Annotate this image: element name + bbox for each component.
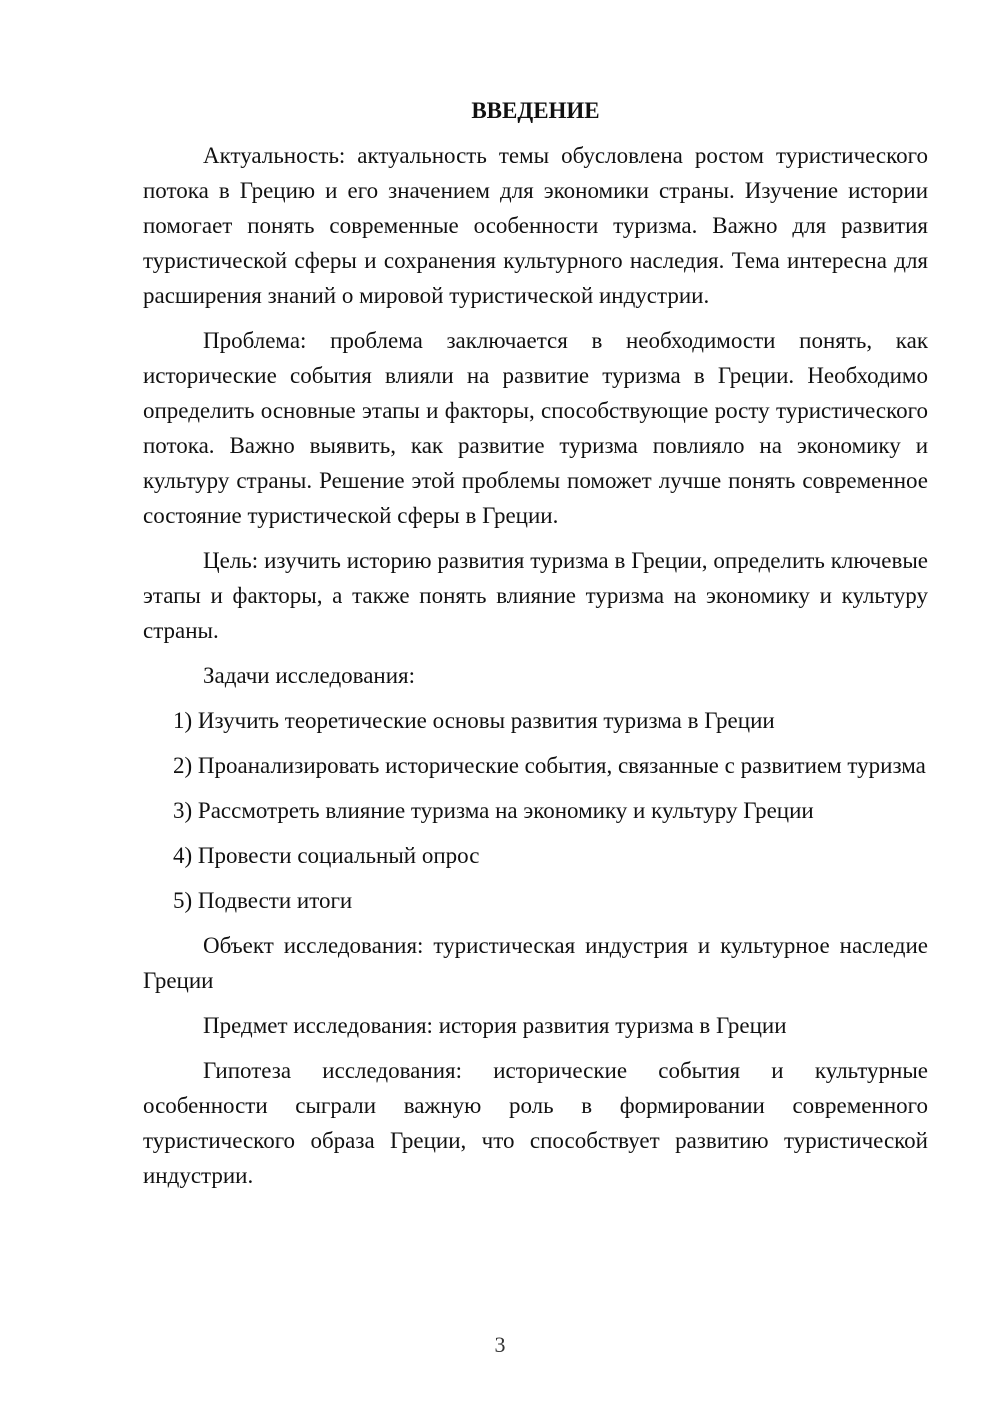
tasks-list (143, 703, 928, 918)
task-item: 2) Проанализировать исторические события, связанные с развитием туризма (173, 753, 926, 778)
tasks-heading: Задачи исследования: (203, 663, 416, 688)
document-page (143, 94, 928, 1203)
object-paragraph: Объект исследования: туристическая индустрия и культурное наследие Греции (143, 933, 928, 993)
task-item: 4) Провести социальный опрос (173, 843, 480, 868)
task-item: 1) Изучить теоретические основы развития туризма в Греции (173, 708, 775, 733)
task-item: 5) Подвести итоги (173, 888, 353, 913)
subject-paragraph: Предмет исследования: история развития туризма в Греции (203, 1013, 787, 1038)
relevance-paragraph: Актуальность: актуальность темы обусловлена ростом туристического потока в Грецию и его значением для экономики страны. Изучение истории помогает понять современные особенности туризма. Важно для развития туристической сферы и сохранения культурного наследия. Тема интересна для расширения знаний о мировой туристической индустрии. (143, 143, 928, 308)
page-number: 3 (494, 1332, 506, 1357)
hypothesis-paragraph: Гипотеза исследования: исторические события и культурные особенности сыграли важную роль в формировании современного туристического образа Греции, что способствует развитию туристической индустрии. (143, 1058, 928, 1188)
problem-paragraph: Проблема: проблема заключается в необходимости понять, как исторические события влияли на развитие туризма в Греции. Необходимо определить основные этапы и факторы, способствующие росту туристического потока. Важно выявить, как развитие туризма повлияло на экономику и культуру страны. Решение этой проблемы поможет лучше понять современное состояние туристической сферы в Греции. (143, 328, 928, 528)
task-item: 3) Рассмотреть влияние туризма на экономику и культуру Греции (173, 798, 814, 823)
section-heading: ВВЕДЕНИЕ (471, 98, 600, 123)
goal-paragraph: Цель: изучить историю развития туризма в Греции, определить ключевые этапы и факторы, а также понять влияние туризма на экономику и культуру страны. (143, 548, 928, 643)
